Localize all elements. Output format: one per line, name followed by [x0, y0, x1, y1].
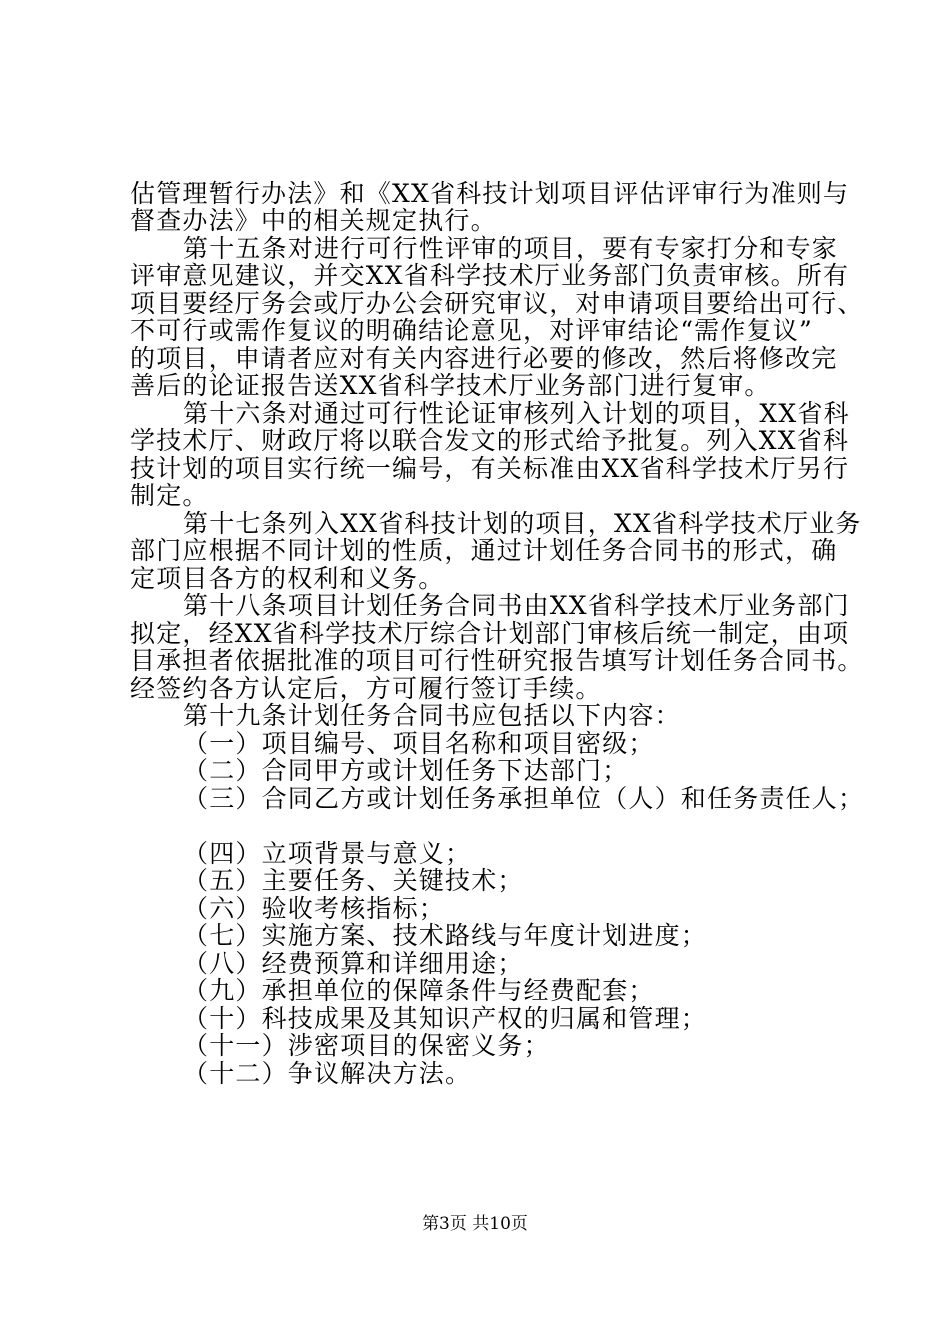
list-item: （十一）涉密项目的保密义务； — [183, 1031, 550, 1060]
text-line: 经签约各方认定后，方可履行签订手续。 — [130, 674, 602, 703]
list-item: （六）验收考核指标； — [183, 894, 446, 923]
text-line: 学技术厅、财政厅将以联合发文的形式给予批复。列入XX省科 — [130, 426, 850, 455]
list-item: （十）科技成果及其知识产权的归属和管理； — [183, 1004, 708, 1033]
text-line: 评审意见建议，并交XX省科学技术厅业务部门负责审核。所有 — [130, 261, 850, 290]
paragraph-19-start: 第十九条计划任务合同书应包括以下内容： — [183, 701, 681, 730]
text-line: 制定。 — [130, 481, 209, 510]
text-line: 定项目各方的权利和义务。 — [130, 564, 445, 593]
page-number-footer: 第3页 共10页 — [422, 1214, 528, 1234]
text-line: 目承担者依据批准的项目可行性研究报告填写计划任务合同书。 — [130, 646, 864, 675]
text-line: 项目要经厅务会或厅办公会研究审议，对申请项目要给出可行、 — [130, 289, 864, 318]
text-line: 的项目，申请者应对有关内容进行必要的修改，然后将修改完 — [130, 344, 838, 373]
list-item: （二）合同甲方或计划任务下达部门； — [183, 756, 629, 785]
paragraph-15-start: 第十五条对进行可行性评审的项目，要有专家打分和专家 — [183, 234, 839, 263]
list-item: （三）合同乙方或计划任务承担单位（人）和任务责任人； — [183, 784, 865, 813]
list-item: （七）实施方案、技术路线与年度计划进度； — [183, 921, 708, 950]
text-line: 部门应根据不同计划的性质，通过计划任务合同书的形式，确 — [130, 536, 838, 565]
list-item: （四）立项背景与意义； — [183, 839, 472, 868]
list-item: （五）主要任务、关键技术； — [183, 866, 524, 895]
list-item: （八）经费预算和详细用途； — [183, 949, 524, 978]
paragraph-18-start: 第十八条项目计划任务合同书由XX省科学技术厅业务部门 — [183, 591, 850, 620]
text-line: 督查办法》中的相关规定执行。 — [130, 206, 497, 235]
paragraph-16-start: 第十六条对通过可行性论证审核列入计划的项目，XX省科 — [183, 399, 850, 428]
paragraph-17-start: 第十七条列入XX省科技计划的项目，XX省科学技术厅业务 — [183, 509, 862, 538]
text-line: 拟定，经XX省科学技术厅综合计划部门审核后统一制定，由项 — [130, 619, 850, 648]
list-item: （九）承担单位的保障条件与经费配套； — [183, 976, 655, 1005]
list-item: （一）项目编号、项目名称和项目密级； — [183, 729, 655, 758]
text-line: 技计划的项目实行统一编号，有关标准由XX省科学技术厅另行 — [130, 454, 850, 483]
text-line: 估管理暂行办法》和《XX省科技计划项目评估评审行为准则与 — [130, 179, 850, 208]
text-line: 不可行或需作复议的明确结论意见，对评审结论“需作复议” — [130, 316, 813, 345]
list-item: （十二）争议解决方法。 — [183, 1059, 472, 1088]
text-line: 善后的论证报告送XX省科学技术厅业务部门进行复审。 — [130, 371, 771, 400]
